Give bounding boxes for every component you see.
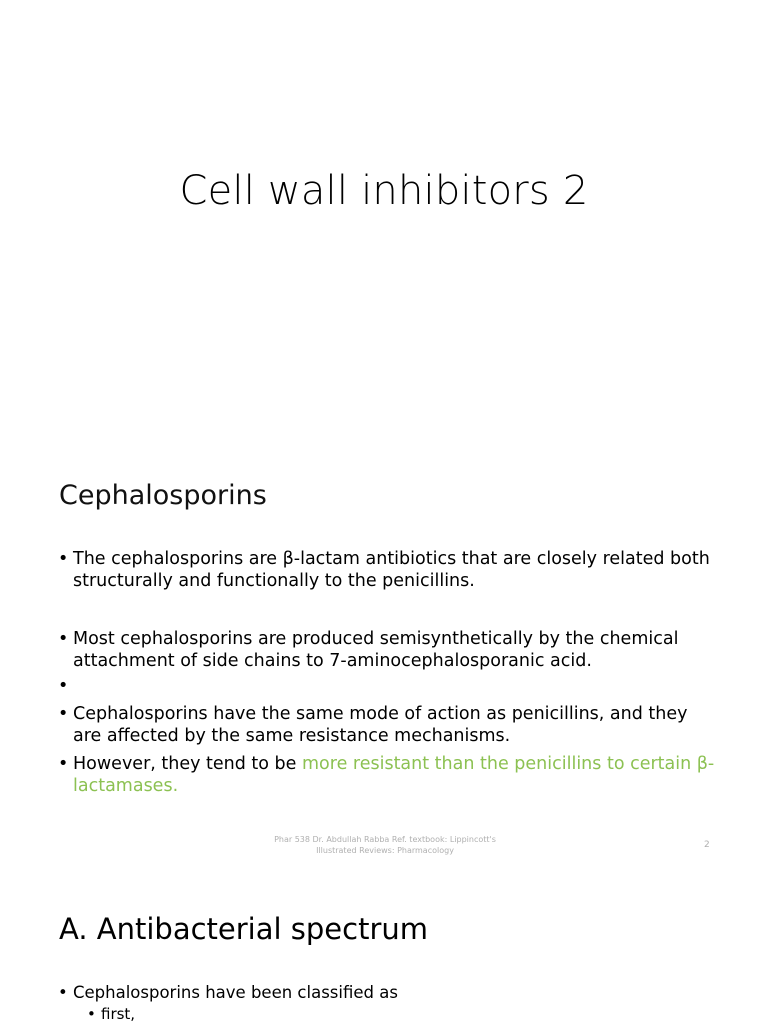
page-number: 2: [704, 840, 710, 850]
sub-bullet-list: [73, 1004, 718, 1024]
slide-heading: Cephalosporins: [59, 480, 267, 511]
bullet-list: [58, 548, 718, 797]
slide-footer: [250, 834, 520, 856]
footer-line-1: Phar 538 Dr. Abdullah Rabba Ref. textbook: Lippincott's: [274, 835, 496, 844]
slide-heading: A. Antibacterial spectrum: [59, 912, 428, 946]
slide-title-text: Cell wall inhibitors 2: [179, 168, 589, 214]
bullet-item-highlight: [58, 753, 718, 797]
bullet-item-empty: [58, 675, 718, 697]
slide-antibacterial-spectrum: [0, 864, 768, 1024]
footer-line-2: Illustrated Reviews: Pharmacology: [316, 846, 454, 855]
bullet-list: [58, 982, 718, 1024]
slide-title: [0, 0, 768, 432]
bullet-item: [58, 982, 718, 1024]
bullet-item: • The cephalosporins are β-lactam antibiotics that are closely related both structurally and functionally to the penicillins.: [58, 548, 718, 592]
bullet-item: • Most cephalosporins are produced semisynthetically by the chemical attachment of side chains to 7-aminocephalosporanic acid.: [58, 628, 718, 672]
sub-bullet-item: • first,: [87, 1004, 718, 1024]
bullet-prefix: However, they tend to be: [73, 754, 302, 774]
slide-cephalosporins: [0, 432, 768, 864]
bullet-text: Cephalosporins have been classified as: [73, 983, 398, 1002]
bullet-item: • Cephalosporins have the same mode of action as penicillins, and they are affected by the same resistance mechanisms.: [58, 703, 718, 747]
highlighted-text: more resistant than the penicillins to certain β-lactamases.: [73, 754, 715, 796]
